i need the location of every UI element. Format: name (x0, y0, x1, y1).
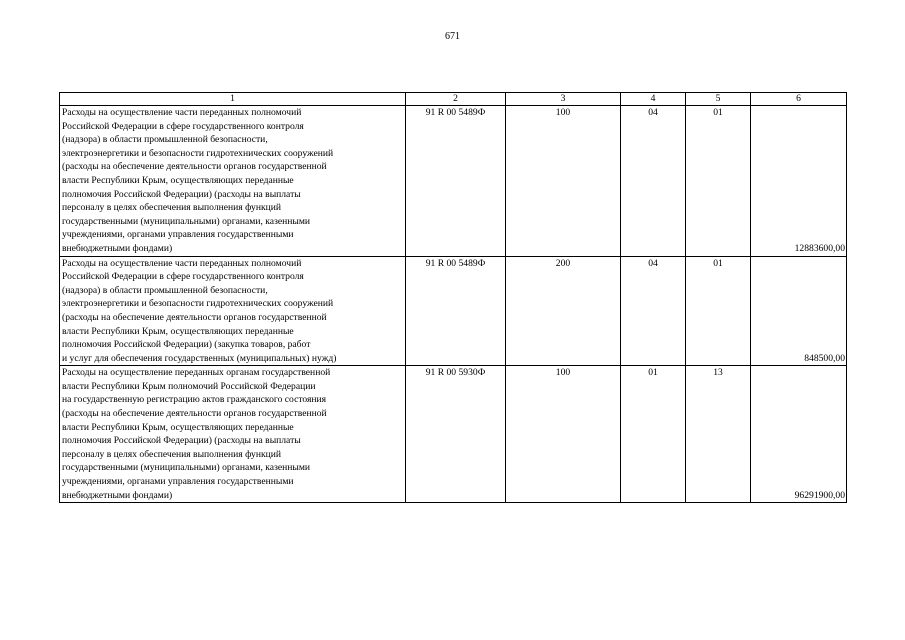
expense-description: Расходы на осуществление части переданных полномочий Российской Федерации в сфере государственного контроля (надзора) в области промышленной безопасности, электроэнергетики и безопасности гидротехнических сооружений (расходы на обеспечение деятельности органов государственной власти Республики Крым, осуществляющих переданные полномочия Российской Федерации) (закупка товаров, работ и услуг для обеспечения государственных (муниципальных) нужд) (60, 256, 406, 366)
column-header-5: 5 (686, 93, 751, 106)
subsection-code: 13 (686, 366, 751, 503)
budget-code: 91 R 00 5489Ф (406, 256, 506, 366)
budget-code: 91 R 00 5930Ф (406, 366, 506, 503)
amount-value: 96291900,00 (751, 366, 847, 503)
amount-value: 848500,00 (751, 256, 847, 366)
column-header-2: 2 (406, 93, 506, 106)
expense-description: Расходы на осуществление части переданных полномочий Российской Федерации в сфере государственного контроля (надзора) в области промышленной безопасности, электроэнергетики и безопасности гидротехнических сооружений (расходы на обеспечение деятельности органов государственной власти Республики Крым, осуществляющих переданные полномочия Российской Федерации) (расходы на выплаты персоналу в целях обеспечения выполнения функций государственными (муниципальными) органами, казенными учреждениями, органами управления государственными внебюджетными фондами) (60, 106, 406, 257)
expense-type-code: 100 (506, 366, 621, 503)
table-row (60, 256, 847, 366)
subsection-code: 01 (686, 106, 751, 257)
column-header-1: 1 (60, 93, 406, 106)
expense-type-code: 200 (506, 256, 621, 366)
section-code: 04 (621, 256, 686, 366)
budget-table (59, 92, 847, 503)
table-row (60, 106, 847, 257)
page-number: 671 (445, 31, 460, 42)
expense-type-code: 100 (506, 106, 621, 257)
amount-value: 12883600,00 (751, 106, 847, 257)
column-header-3: 3 (506, 93, 621, 106)
expense-description: Расходы на осуществление переданных органам государственной власти Республики Крым полномочий Российской Федерации на государственную регистрацию актов гражданского состояния (расходы на обеспечение деятельности органов государственной власти Республики Крым, осуществляющих переданные полномочия Российской Федерации) (расходы на выплаты персоналу в целях обеспечения выполнения функций государственными (муниципальными) органами, казенными учреждениями, органами управления государственными внебюджетными фондами) (60, 366, 406, 503)
table-row (60, 366, 847, 503)
table-header-row (60, 93, 847, 106)
subsection-code: 01 (686, 256, 751, 366)
section-code: 04 (621, 106, 686, 257)
column-header-6: 6 (751, 93, 847, 106)
column-header-4: 4 (621, 93, 686, 106)
budget-code: 91 R 00 5489Ф (406, 106, 506, 257)
section-code: 01 (621, 366, 686, 503)
